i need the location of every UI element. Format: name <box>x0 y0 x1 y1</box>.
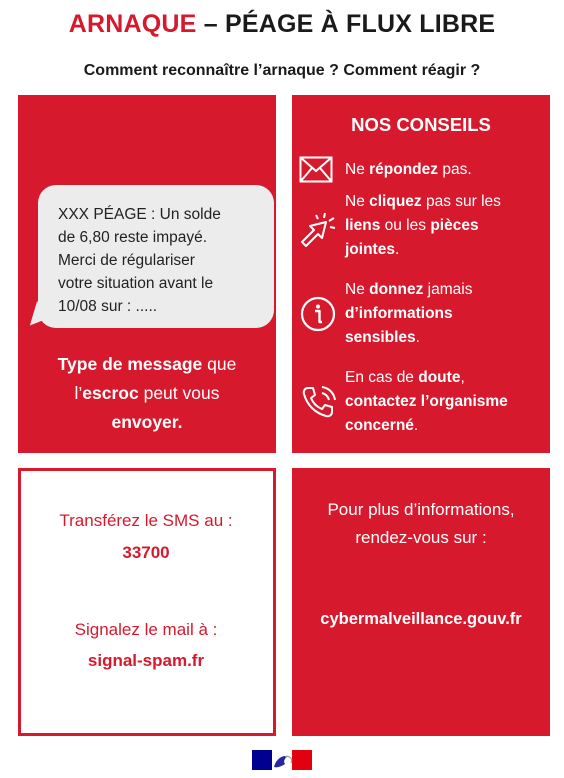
caption-bold: escroc <box>82 383 139 403</box>
caption-text: l’ <box>74 383 83 403</box>
title-topic: PÉAGE À FLUX LIBRE <box>224 10 496 38</box>
tip-text: . <box>415 329 420 346</box>
tip-bold: jointes <box>345 241 395 258</box>
caption-bold: Type de message <box>57 354 203 374</box>
title-scam: ARNAQUE <box>68 10 197 38</box>
tip-bold: pièces <box>430 217 479 234</box>
cursor-click-icon <box>298 212 336 250</box>
marianne-logo <box>252 747 314 773</box>
tip-text: Ne <box>345 281 370 298</box>
tip-text: Ne <box>345 193 370 210</box>
cybermalveillance-link[interactable]: cybermalveillance.gouv.fr <box>320 610 522 628</box>
tip-text: , <box>460 369 465 386</box>
tip-no-reply <box>345 158 472 182</box>
message-type-caption <box>18 350 276 437</box>
tip-text: jamais <box>423 281 473 298</box>
tip-bold: donnez <box>369 281 424 298</box>
tip-contact <box>345 366 508 438</box>
sms-line: votre situation avant le <box>58 275 214 292</box>
sms-line: Merci de régulariser <box>58 252 195 269</box>
tip-bold: sensibles <box>345 329 416 346</box>
title-dash: – <box>196 10 225 38</box>
sms-line: XXX PÉAGE : Un solde <box>58 206 221 223</box>
tip-text: Ne <box>345 161 370 178</box>
tip-no-click <box>345 190 501 262</box>
more-info-line: rendez-vous sur : <box>355 528 487 547</box>
signal-spam-link[interactable]: signal-spam.fr <box>87 651 205 670</box>
tip-text: . <box>394 241 400 258</box>
phone-icon <box>300 384 338 422</box>
tip-bold: concerné <box>345 417 414 434</box>
transfer-sms-label: Transférez le SMS au : <box>59 511 233 530</box>
tip-text: ou les <box>380 217 431 234</box>
caption-text: peut vous <box>138 383 220 403</box>
page-subtitle: Comment reconnaître l’arnaque ? Comment réagir ? <box>83 62 481 79</box>
tip-bold: doute <box>418 369 461 386</box>
envelope-icon <box>299 156 333 183</box>
tip-text: . <box>413 417 419 434</box>
conseils-title: NOS CONSEILS <box>351 114 491 135</box>
more-info-line: Pour plus d’informations, <box>327 500 515 519</box>
tip-no-info <box>345 278 472 350</box>
sms-bubble <box>38 185 274 328</box>
tip-bold: répondez <box>369 161 439 178</box>
tip-bold: d’informations <box>345 305 453 322</box>
tip-text: pas. <box>438 161 472 178</box>
caption-text: que <box>202 354 237 374</box>
caption-bold: envoyer. <box>111 412 183 432</box>
tip-text: pas sur les <box>421 193 501 210</box>
tip-bold: liens <box>345 217 381 234</box>
sms-line: 10/08 sur : ..... <box>58 298 158 315</box>
tip-text: En cas de <box>345 369 419 386</box>
report-panel <box>18 468 276 736</box>
info-icon <box>300 296 336 332</box>
sms-line: de 6,80 reste impayé. <box>58 229 208 246</box>
tip-bold: contactez l’organisme <box>345 393 508 410</box>
report-mail-label: Signalez le mail à : <box>74 620 218 639</box>
more-info-text <box>292 496 550 552</box>
tip-bold: cliquez <box>369 193 422 210</box>
sms-number: 33700 <box>122 543 170 562</box>
page-title <box>0 10 564 39</box>
